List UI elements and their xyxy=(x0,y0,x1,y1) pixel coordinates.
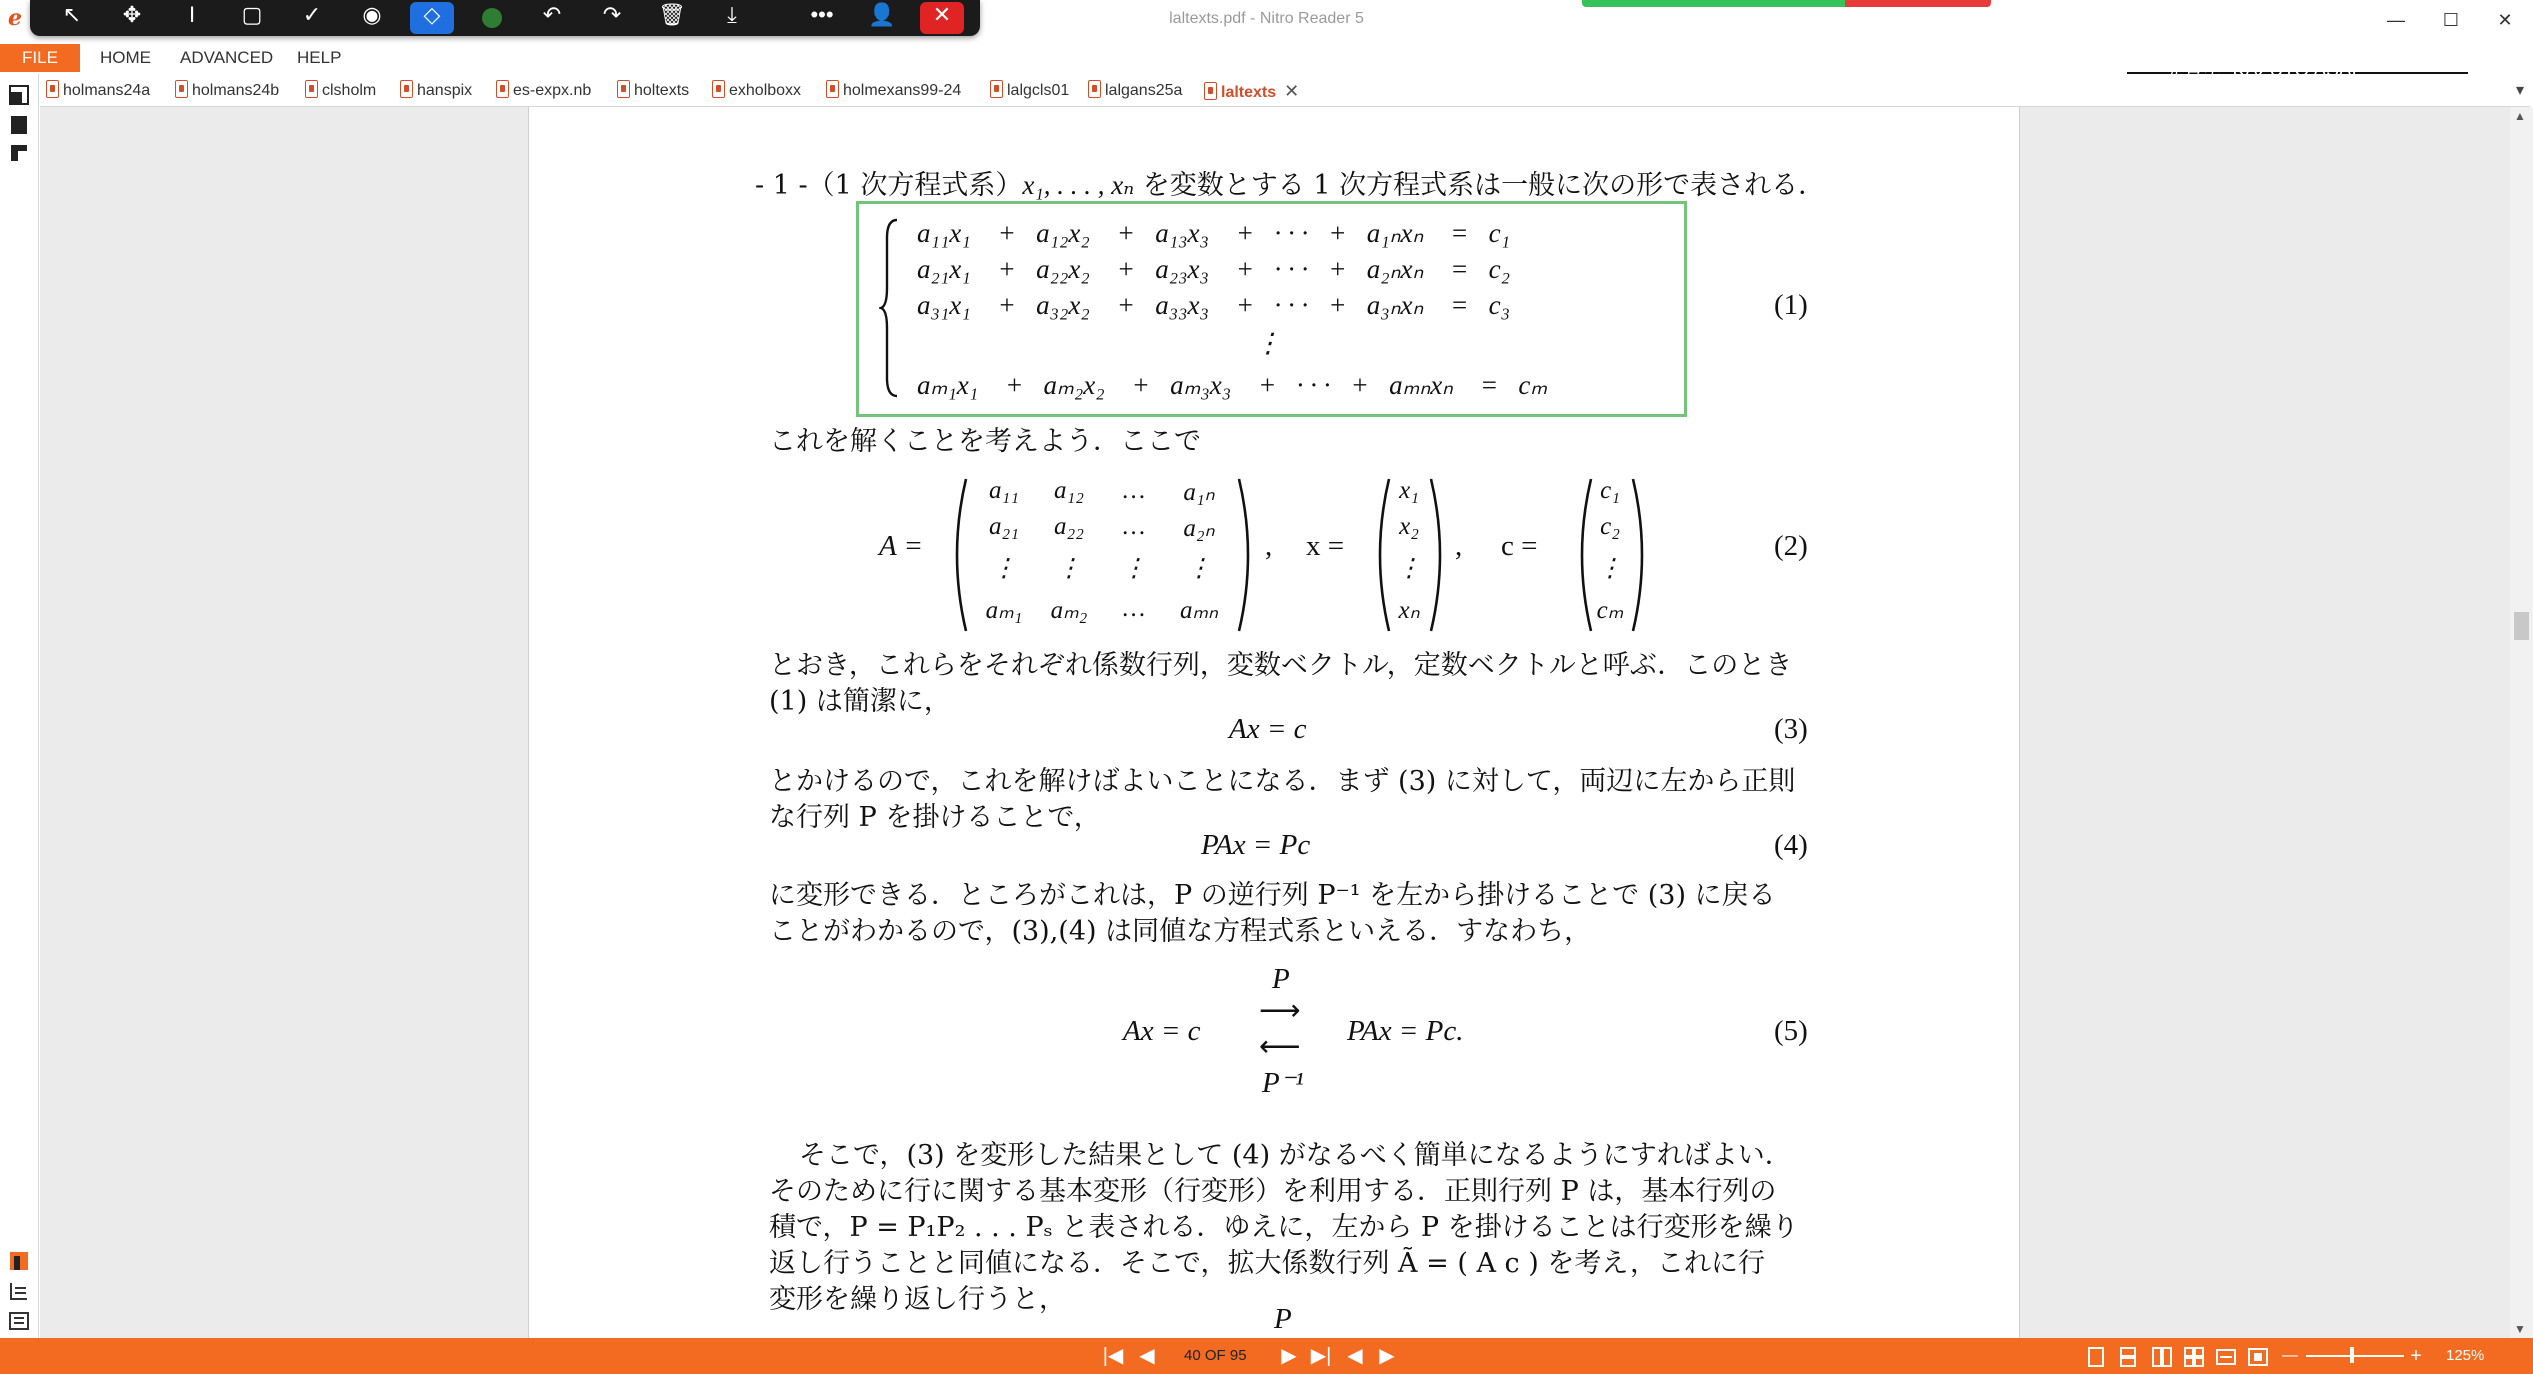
arrow-left-icon: ⟵ xyxy=(1259,1031,1301,1063)
eq-number-5: (5) xyxy=(1774,1015,1808,1047)
zoom-out-button[interactable]: — xyxy=(2282,1347,2298,1364)
tab-lalgans25a[interactable] xyxy=(1088,78,1182,104)
matrix-cell: a₂ₙ xyxy=(1183,515,1215,542)
pointer-icon[interactable]: ↖ xyxy=(62,2,82,27)
fit-width-icon[interactable] xyxy=(2216,1347,2236,1367)
eq-number-2: (2) xyxy=(1774,530,1808,562)
menu-file[interactable]: FILE xyxy=(0,44,80,72)
document-tabs xyxy=(40,74,2530,107)
close-toolbar-icon[interactable]: ✕ xyxy=(920,2,964,34)
highlighter-icon[interactable]: ◇ xyxy=(410,2,454,34)
paragraph-3a: とかけるので，これを解けばよいことになる．まず (3) に対して，両辺に左から正則 xyxy=(769,766,1796,797)
tab-label: lalgans25a xyxy=(1105,82,1183,99)
system-row-3: a₃₁x₁ + a₃₂x₂ + a₃₃x₃ + · · · + a₃ₙxₙ = c₃ xyxy=(917,290,1511,320)
tab-label: es-expx.nb xyxy=(513,82,592,99)
zoom-level[interactable]: 125% xyxy=(2446,1347,2485,1364)
vector-x-label: x = xyxy=(1306,530,1345,562)
left-rail xyxy=(0,74,39,1338)
comments-panel-icon[interactable] xyxy=(8,142,30,164)
zoom-in-button[interactable]: + xyxy=(2410,1345,2422,1367)
next-page-icon[interactable]: ▶ xyxy=(1281,1345,1297,1367)
nitro-logo-icon: ℯ xyxy=(8,5,22,30)
tab-label: hanspix xyxy=(417,82,473,99)
user-settings-icon[interactable]: 👤 xyxy=(868,2,896,27)
doc-line-1-suffix: を変数とする 1 次方程式系は一般に次の形で表される． xyxy=(1134,170,1826,201)
menu-home[interactable]: HOME xyxy=(100,48,151,67)
continuous-icon[interactable] xyxy=(2118,1347,2138,1367)
tab-holmexans99-24[interactable] xyxy=(826,78,961,104)
eq-number-3: (3) xyxy=(1774,713,1808,745)
tab-label: clsholm xyxy=(322,82,377,99)
tab-label: exholboxx xyxy=(729,82,802,99)
matrix-cell: aₘ₁ xyxy=(985,597,1023,624)
pdf-icon xyxy=(617,80,630,98)
pages-panel-icon[interactable] xyxy=(8,84,30,106)
matrix-cell: ⋮ xyxy=(1121,555,1147,582)
trailing-p: P xyxy=(1274,1303,1292,1335)
eq-number-1: (1) xyxy=(1774,289,1808,321)
back-view-icon[interactable]: ◀ xyxy=(1347,1345,1363,1367)
pdf-icon xyxy=(712,80,725,98)
forward-view-icon[interactable]: ▶ xyxy=(1379,1345,1395,1367)
audio-level-red xyxy=(1845,0,1991,7)
arrow-right-icon: ⟶ xyxy=(1259,995,1301,1027)
pdf-icon xyxy=(826,80,839,98)
doc-line-1 xyxy=(755,163,1825,202)
facing-continuous-icon[interactable] xyxy=(2184,1347,2204,1367)
matrix-cell: … xyxy=(1122,477,1146,504)
vector-cell: xₙ xyxy=(1398,597,1420,624)
undo-icon[interactable]: ↶ xyxy=(542,2,562,27)
status-bar xyxy=(0,1338,2533,1374)
scroll-up-icon[interactable]: ▲ xyxy=(2514,109,2526,123)
scroll-thumb[interactable] xyxy=(2514,612,2529,640)
pdf-icon xyxy=(1204,82,1217,100)
system-row-2: a₂₁x₁ + a₂₂x₂ + a₂₃x₃ + · · · + a₂ₙxₙ = c₂ xyxy=(917,254,1511,284)
pdf-page xyxy=(528,107,2020,1338)
vector-cell: x₁ xyxy=(1399,477,1419,504)
tab-label: holmans24b xyxy=(192,82,280,99)
eq-number-4: (4) xyxy=(1774,829,1808,861)
redo-icon[interactable]: ↷ xyxy=(602,2,622,27)
tab-close-icon[interactable]: ✕ xyxy=(1284,81,1300,101)
paragraph-4a: に変形できる．ところがこれは，P の逆行列 P⁻¹ を左から掛けることで (3) に戻る xyxy=(769,880,1776,911)
tab-label: holmexans99-24 xyxy=(843,82,962,99)
matrix-cell: ⋮ xyxy=(991,555,1017,582)
doc-line-1-vars: x₁, . . . , xₙ xyxy=(1022,170,1135,200)
paragraph-2b: (1) は簡潔に， xyxy=(769,686,951,717)
matrix-cell: a₂₁ xyxy=(989,513,1019,540)
equation-3: Ax = c xyxy=(1229,713,1307,745)
equation-5-top: P xyxy=(1272,963,1290,995)
system-row-dots: ⋮ xyxy=(917,328,1282,358)
paragraph-5b: そのために行に関する基本変形（行変形）を利用する．正則行列 P は，基本行列の xyxy=(769,1176,1777,1207)
paragraph-2a: とおき，これらをそれぞれ係数行列，変数ベクトル，定数ベクトルと呼ぶ．このとき xyxy=(769,650,1793,681)
window-title: laltexts.pdf - Nitro Reader 5 xyxy=(1169,10,1364,27)
tab-exholboxx[interactable] xyxy=(712,78,801,104)
vector-cell: c₂ xyxy=(1600,513,1620,540)
attachments-icon[interactable] xyxy=(8,1250,30,1272)
tab-lalgcls01[interactable] xyxy=(990,78,1069,104)
matrix-cell: ⋮ xyxy=(1186,555,1212,582)
tab-holtexts[interactable] xyxy=(617,78,689,104)
minimize-button[interactable]: — xyxy=(2387,10,2405,30)
vector-cell: ⋮ xyxy=(1597,555,1623,582)
tab-label: holtexts xyxy=(634,82,690,99)
scroll-down-icon[interactable]: ▼ xyxy=(2514,1322,2526,1336)
first-page-icon[interactable]: |◀ xyxy=(1102,1345,1124,1367)
matrix-cell: a₁₂ xyxy=(1054,477,1084,504)
trash-icon[interactable]: 🗑 xyxy=(658,2,686,27)
matrix-cell: a₂₂ xyxy=(1054,513,1084,540)
comma: , xyxy=(1265,530,1273,562)
fit-page-icon[interactable] xyxy=(2248,1347,2268,1367)
pdf-icon xyxy=(990,80,1003,98)
equation-5-left: Ax = c xyxy=(1123,1015,1201,1047)
equation-5-bottom: P⁻¹ xyxy=(1262,1067,1304,1099)
vector-cell: x₂ xyxy=(1399,513,1419,540)
audio-level-green xyxy=(1582,0,1845,7)
highlight-box xyxy=(856,201,1687,417)
right-paren-x-icon xyxy=(1427,477,1453,633)
tab-laltexts[interactable] xyxy=(1204,78,1299,104)
close-window-button[interactable]: ✕ xyxy=(2497,10,2513,30)
right-paren-c-icon xyxy=(1629,477,1655,633)
vector-c-label: c = xyxy=(1501,530,1538,562)
matrix-cell: … xyxy=(1122,595,1146,622)
tab-es-expx[interactable] xyxy=(496,78,591,104)
equation-5-right: PAx = Pc. xyxy=(1347,1015,1464,1047)
prev-page-icon[interactable]: ◀ xyxy=(1139,1345,1155,1367)
paragraph-5e: 変形を繰り返し行うと， xyxy=(769,1284,1066,1315)
tab-label: laltexts xyxy=(1221,84,1277,101)
tab-clsholm[interactable] xyxy=(305,78,376,104)
tab-holmans24a[interactable] xyxy=(46,78,150,104)
tab-hanspix[interactable] xyxy=(400,78,472,104)
vector-cell: ⋮ xyxy=(1396,555,1422,582)
matrix-cell: … xyxy=(1122,513,1146,540)
rectangle-icon[interactable]: ▢ xyxy=(241,2,263,27)
text-cursor-icon[interactable]: I xyxy=(188,2,196,27)
equation-4: PAx = Pc xyxy=(1201,829,1311,861)
matrix-cell: a₁ₙ xyxy=(1183,479,1215,506)
more-icon[interactable]: ••• xyxy=(810,2,834,27)
list-icon[interactable] xyxy=(8,1310,30,1332)
menu-help[interactable]: HELP xyxy=(297,48,342,67)
paragraph-1: これを解くことを考えよう．ここで xyxy=(769,426,1201,457)
single-page-icon[interactable] xyxy=(2086,1347,2106,1367)
document-viewport[interactable] xyxy=(40,107,2510,1338)
doc-line-1-prefix: - 1 -（1 次方程式系） xyxy=(755,170,1023,201)
download-icon[interactable]: ⤓ xyxy=(727,2,737,27)
title-bar xyxy=(0,0,2533,44)
tab-holmans24b[interactable] xyxy=(175,78,279,104)
comma: , xyxy=(1455,530,1463,562)
menu-advanced[interactable]: ADVANCED xyxy=(180,48,274,67)
left-brace-icon xyxy=(879,218,903,398)
right-paren-a-icon xyxy=(1235,477,1261,633)
paragraph-3b: な行列 P を掛けることで， xyxy=(769,802,1101,833)
pdf-icon xyxy=(496,80,509,98)
check-icon[interactable]: ✓ xyxy=(302,2,322,27)
matrix-cell: aₘ₂ xyxy=(1050,597,1088,624)
pdf-icon xyxy=(305,80,318,98)
pdf-icon xyxy=(175,80,188,98)
zoom-slider[interactable] xyxy=(2306,1355,2404,1357)
move-icon[interactable]: ✥ xyxy=(122,2,142,27)
paragraph-5d: 返し行うことと同値になる．そこで，拡大係数行列 Ã = ( A c ) を考え，これに行 xyxy=(769,1248,1765,1279)
vector-cell: c₁ xyxy=(1600,477,1620,504)
facing-icon[interactable] xyxy=(2152,1347,2172,1367)
system-row-1: a₁₁x₁ + a₁₂x₂ + a₁₃x₃ + · · · + a₁ₙxₙ = c₁ xyxy=(917,218,1511,248)
zoom-slider-thumb[interactable] xyxy=(2350,1347,2354,1363)
tab-label: lalgcls01 xyxy=(1007,82,1070,99)
pdf-icon xyxy=(46,80,59,98)
menu-bar xyxy=(0,44,2533,72)
record-icon[interactable]: ◉ xyxy=(362,2,382,27)
matrix-a-label: A = xyxy=(879,530,924,562)
pdf-icon xyxy=(1088,80,1101,98)
vector-cell: cₘ xyxy=(1596,597,1624,624)
pdf-icon xyxy=(400,80,413,98)
matrix-cell: aₘₙ xyxy=(1179,597,1219,624)
paragraph-4b: ことがわかるので，(3),(4) は同値な方程式系といえる．すなわち， xyxy=(769,916,1592,947)
page-counter[interactable]: 40 OF 95 xyxy=(1184,1347,1247,1364)
matrix-cell: a₁₁ xyxy=(989,477,1019,504)
paragraph-5a: そこで，(3) を変形した結果として (4) がなるべく簡単になるようにすればよい． xyxy=(799,1140,1792,1171)
tab-label: holmans24a xyxy=(63,82,151,99)
last-page-icon[interactable]: ▶| xyxy=(1310,1345,1332,1367)
outline-icon[interactable] xyxy=(8,1280,30,1302)
tab-overflow-icon[interactable]: ▾ xyxy=(2515,82,2524,99)
matrix-cell: ⋮ xyxy=(1056,555,1082,582)
left-paren-a-icon xyxy=(944,477,970,633)
maximize-button[interactable]: ☐ xyxy=(2442,10,2460,30)
vertical-scrollbar[interactable] xyxy=(2510,107,2533,1338)
bookmarks-panel-icon[interactable] xyxy=(8,114,30,136)
paragraph-5c: 積で，P = P₁P₂ . . . Pₛ と表される．ゆえに，左から P を掛けることは行変形を繰り xyxy=(769,1212,1799,1243)
system-row-m: aₘ₁x₁ + aₘ₂x₂ + aₘ₃x₃ + · · · + aₘₙxₙ = cₘ xyxy=(917,370,1548,400)
